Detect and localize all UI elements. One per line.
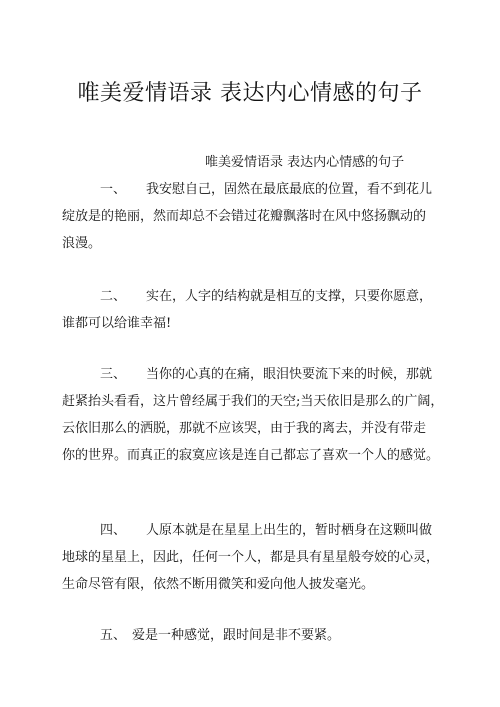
paragraph-3-number: 三、 — [100, 367, 127, 382]
paragraph-1-line-1 — [62, 176, 452, 203]
paragraph-5-text-1: 爱是一种感觉，跟时间是非不要紧。 — [132, 628, 341, 643]
paragraph-3 — [62, 361, 452, 469]
paragraph-3-line-3: 云依旧那么的洒脱，那就不应该哭，由于我的离去，并没有带走 — [62, 421, 427, 436]
paragraph-1-number: 一、 — [100, 182, 127, 197]
paragraph-4 — [62, 517, 452, 598]
paragraph-4-line-1 — [62, 517, 452, 544]
paragraph-2-number: 二、 — [100, 289, 127, 304]
paragraph-3-line-1 — [62, 361, 452, 388]
paragraph-2 — [62, 283, 452, 337]
paragraph-1-line-2: 绽放是的艳丽，然而却总不会错过花瓣飘落时在风中悠扬飘动的 — [62, 209, 427, 224]
page-title: 唯美爱情语录 表达内心情感的句子 — [77, 80, 423, 106]
paragraph-3-text-1: 当你的心真的在痛，眼泪快要流下来的时候，那就 — [146, 367, 433, 382]
paragraph-4-line-2: 地球的星星上，因此，任何一个人，都是具有星星般夸姣的心灵， — [62, 550, 440, 565]
paragraph-5-line-1 — [62, 622, 452, 649]
paragraph-1 — [62, 176, 452, 257]
paragraph-3-line-4: 你的世界。而真正的寂寞应该是连自己都忘了喜欢一个人的感觉。 — [62, 448, 440, 463]
paragraph-2-text-1: 实在，人字的结构就是相互的支撑，只要你愿意， — [146, 289, 433, 304]
paragraph-4-number: 四、 — [100, 523, 127, 538]
paragraph-4-text-1: 人原本就是在星星上出生的，暂时栖身在这颗叫做 — [146, 523, 433, 538]
paragraph-2-line-1 — [62, 283, 452, 310]
paragraph-5 — [62, 622, 452, 649]
paragraph-5-number: 五、 — [100, 628, 127, 643]
paragraph-3-line-2: 赶紧抬头看看，这片曾经属于我们的天空;当天依旧是那么的广阔， — [62, 394, 444, 409]
paragraph-1-line-3: 浪漫。 — [62, 236, 102, 251]
paragraph-2-line-2: 谁都可以给谁幸福! — [62, 316, 172, 331]
paragraph-4-line-3: 生命尽管有限，依然不断用微笑和爱向他人披发毫光。 — [62, 577, 375, 592]
paragraph-1-text-1: 我安慰自己，固然在最底最底的位置，看不到花儿 — [146, 182, 433, 197]
page-subtitle: 唯美爱情语录 表达内心情感的句子 — [205, 155, 405, 170]
